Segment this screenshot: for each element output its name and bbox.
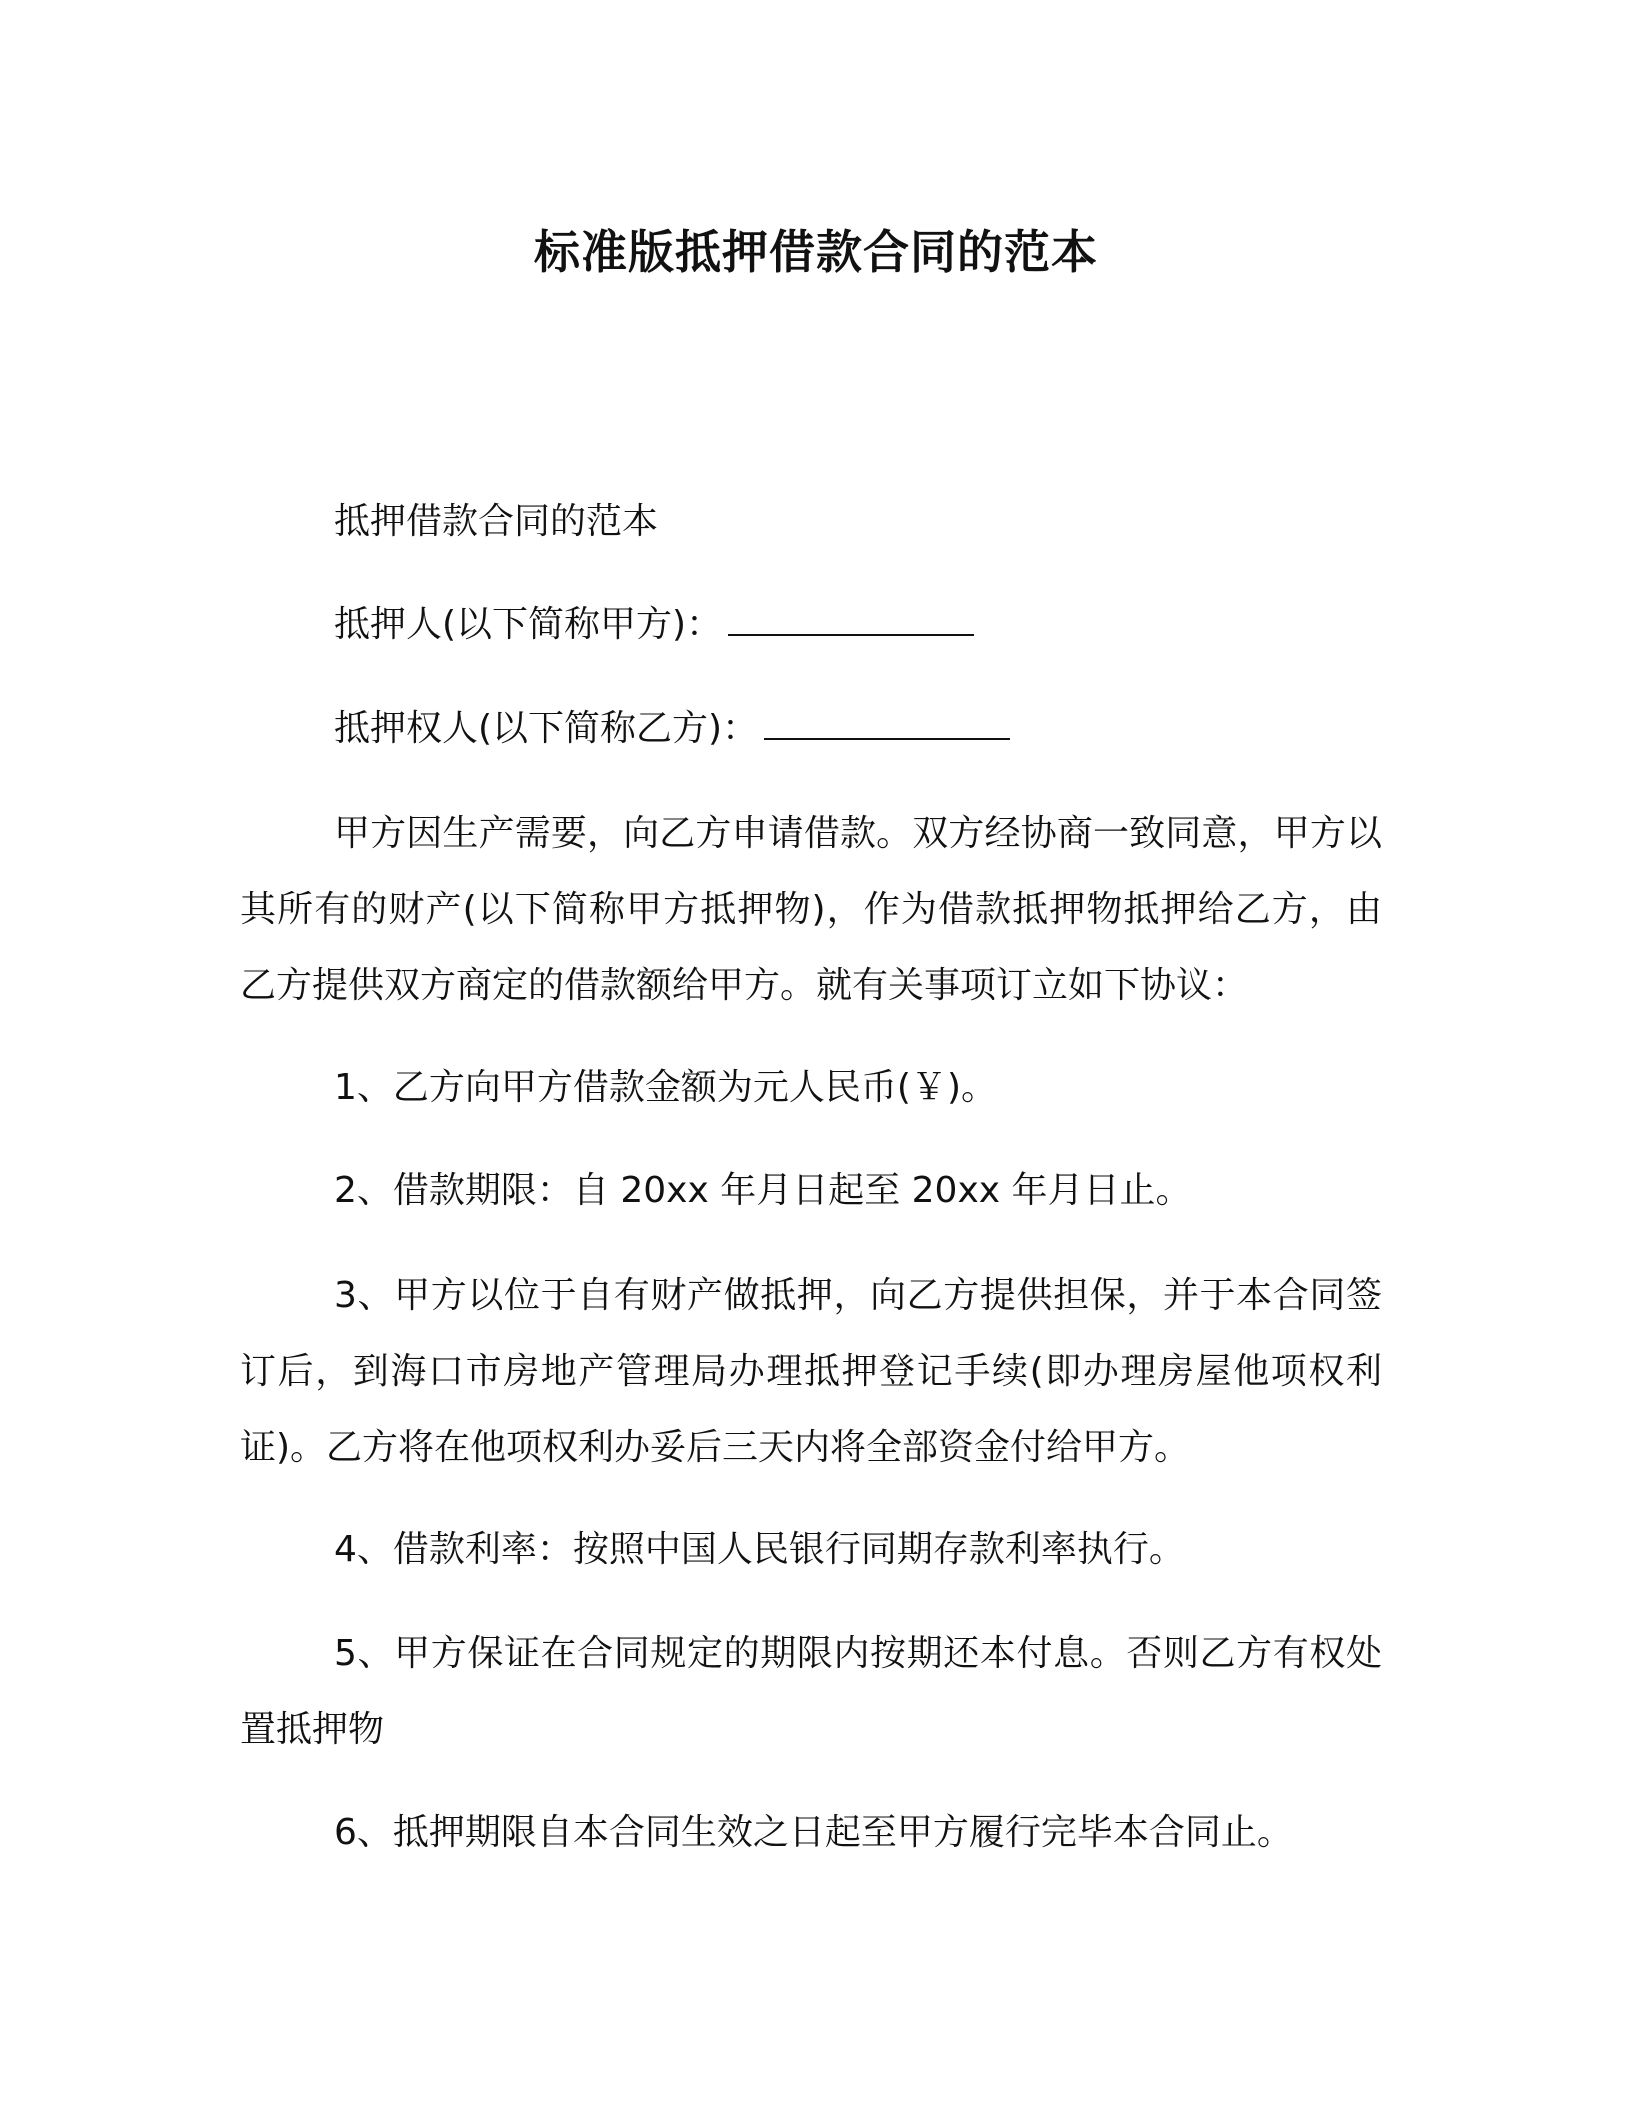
clause-2: 2、借款期限：自 20xx 年月日起至 20xx 年月日止。: [334, 1170, 1192, 1211]
clause-1: 1、乙方向甲方借款金额为元人民币(￥)。: [334, 1067, 997, 1108]
clause-3: 3、甲方以位于自有财产做抵押，向乙方提供担保，并于本合同签订后，到海口市房地产管理局办理抵押登记手续(即办理房屋他项权利证)。乙方将在他项权利办妥后三天内将全部资金付给甲方。: [240, 1275, 1382, 1468]
document-title: 标准版抵押借款合同的范本: [534, 225, 1098, 279]
party-a-blank: [728, 604, 974, 636]
party-b-blank: [764, 708, 1010, 740]
intro-paragraph: 甲方因生产需要，向乙方申请借款。双方经协商一致同意，甲方以其所有的财产(以下简称甲方抵押物)，作为借款抵押物抵押给乙方，由乙方提供双方商定的借款额给甲方。就有关事项订立如下协议：: [240, 813, 1382, 1006]
party-a-line: [334, 601, 974, 649]
party-a-label: 抵押人(以下简称甲方)：: [334, 604, 723, 645]
clause-6: 6、抵押期限自本合同生效之日起至甲方履行完毕本合同止。: [334, 1812, 1293, 1853]
clause-4: 4、借款利率：按照中国人民银行同期存款利率执行。: [334, 1529, 1185, 1570]
party-b-line: [334, 705, 1010, 753]
clause-5: 5、甲方保证在合同规定的期限内按期还本付息。否则乙方有权处置抵押物: [240, 1633, 1382, 1750]
party-b-label: 抵押权人(以下简称乙方)：: [334, 708, 759, 749]
document-subtitle: 抵押借款合同的范本: [334, 501, 659, 542]
